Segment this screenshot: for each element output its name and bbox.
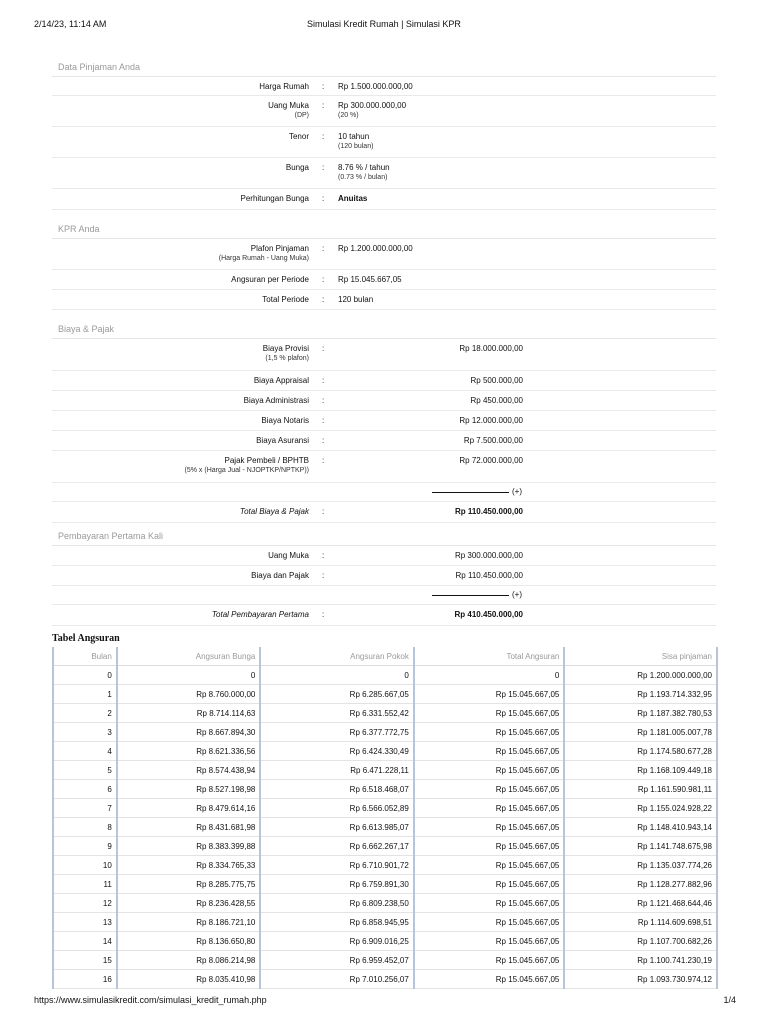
row-label: Harga Rumah [259, 82, 309, 91]
cell-angsuran-bunga: Rp 8.714.114,63 [117, 704, 261, 723]
section-title: Biaya & Pajak [52, 320, 716, 339]
col-header-bulan: Bulan [53, 647, 117, 666]
cell-bulan: 3 [53, 723, 117, 742]
label-sub: (DP) [294, 112, 309, 119]
cell-bulan: 0 [53, 666, 117, 685]
cell-sisa-pinjaman: Rp 1.193.714.332,95 [564, 685, 717, 704]
row-label: Biaya Administrasi [243, 396, 309, 405]
label-sub: (5% x (Harga Jual - NJOPTKP/NPTKP)) [184, 467, 309, 474]
cell-total-angsuran: Rp 15.045.667,05 [414, 685, 565, 704]
cell-bulan: 4 [53, 742, 117, 761]
col-header-angsuran-bunga: Angsuran Bunga [117, 647, 261, 666]
section-title: Data Pinjaman Anda [52, 58, 716, 77]
cell-sisa-pinjaman: Rp 1.148.410.943,14 [564, 818, 717, 837]
cell-angsuran-pokok: Rp 6.377.772,75 [260, 723, 413, 742]
cell-total-angsuran: Rp 15.045.667,05 [414, 799, 565, 818]
cell-angsuran-bunga: Rp 8.479.614,16 [117, 799, 261, 818]
plus-sign: (+) [512, 590, 522, 599]
cell-total-angsuran: Rp 15.045.667,05 [414, 894, 565, 913]
row-biaya-notaris [52, 411, 716, 431]
table-title: Tabel Angsuran [52, 633, 120, 644]
cell-total-angsuran: Rp 15.045.667,05 [414, 856, 565, 875]
cell-bulan: 1 [53, 685, 117, 704]
colon: : [322, 132, 325, 141]
row-value: Rp 500.000,00 [470, 376, 523, 385]
cell-sisa-pinjaman: Rp 1.135.037.774,26 [564, 856, 717, 875]
label-sub: (1,5 % plafon) [265, 355, 309, 362]
row-label: Biaya Asuransi [256, 436, 309, 445]
cell-angsuran-pokok: Rp 6.858.945,95 [260, 913, 413, 932]
label-sub: (Harga Rumah - Uang Muka) [218, 255, 309, 262]
row-label: Angsuran per Periode [231, 275, 309, 284]
cell-bulan: 6 [53, 780, 117, 799]
cell-angsuran-bunga: Rp 8.186.721,10 [117, 913, 261, 932]
row-total-pembayaran [52, 605, 716, 626]
row-value: Rp 12.000.000,00 [459, 416, 523, 425]
row-value: 120 bulan [338, 295, 374, 304]
cell-sisa-pinjaman: Rp 1.161.590.981,11 [564, 780, 717, 799]
value-sub: (0.73 % / bulan) [338, 174, 388, 181]
value-text: 10 tahun [338, 132, 370, 141]
cell-angsuran-pokok: Rp 6.759.891,30 [260, 875, 413, 894]
colon: : [322, 456, 325, 465]
row-value: Rp 18.000.000,00 [459, 344, 523, 353]
row-value: Rp 7.500.000,00 [463, 436, 523, 445]
sum-underline [432, 484, 509, 493]
cell-total-angsuran: Rp 15.045.667,05 [414, 951, 565, 970]
cell-bulan: 13 [53, 913, 117, 932]
colon: : [322, 610, 325, 619]
row-label: Biaya Appraisal [253, 376, 309, 385]
angsuran-table [52, 647, 718, 989]
page-title: Simulasi Kredit Rumah | Simulasi KPR [307, 19, 461, 29]
row-biaya-administrasi [52, 391, 716, 411]
total-label: Total Biaya & Pajak [239, 507, 309, 516]
cell-sisa-pinjaman: Rp 1.141.748.675,98 [564, 837, 717, 856]
table-body [53, 666, 717, 989]
plus-sign: (+) [512, 487, 522, 496]
table-row [53, 951, 717, 970]
section-title: Pembayaran Pertama Kali [52, 527, 716, 546]
cell-total-angsuran: Rp 15.045.667,05 [414, 970, 565, 989]
cell-angsuran-bunga: Rp 8.236.428,55 [117, 894, 261, 913]
cell-angsuran-pokok: Rp 6.662.267,17 [260, 837, 413, 856]
cell-bulan: 12 [53, 894, 117, 913]
row-total-periode [52, 290, 716, 310]
sum-underline [432, 587, 509, 596]
cell-total-angsuran: Rp 15.045.667,05 [414, 780, 565, 799]
row-value: Rp 450.000,00 [470, 396, 523, 405]
cell-angsuran-pokok: Rp 6.285.667,05 [260, 685, 413, 704]
colon: : [322, 194, 325, 203]
table-row [53, 970, 717, 989]
col-header-angsuran-pokok: Angsuran Pokok [260, 647, 413, 666]
cell-bulan: 10 [53, 856, 117, 875]
table-row [53, 932, 717, 951]
label-text: Biaya Provisi [262, 344, 309, 353]
cell-angsuran-bunga: Rp 8.527.198,98 [117, 780, 261, 799]
cell-total-angsuran: Rp 15.045.667,05 [414, 932, 565, 951]
col-header-sisa-pinjaman: Sisa pinjaman [564, 647, 717, 666]
row-value [338, 132, 373, 152]
data-pinjaman-section [52, 58, 716, 210]
row-uang-muka-bayar [52, 546, 716, 566]
colon: : [322, 416, 325, 425]
row-value [338, 163, 390, 183]
cell-bulan: 11 [53, 875, 117, 894]
cell-bulan: 9 [53, 837, 117, 856]
kpr-section [52, 220, 716, 310]
cell-bulan: 15 [53, 951, 117, 970]
row-perhitungan-bunga [52, 189, 716, 210]
row-value: Rp 1.500.000.000,00 [338, 82, 413, 91]
cell-angsuran-pokok: Rp 6.809.238,50 [260, 894, 413, 913]
row-plafon [52, 239, 716, 270]
row-sum-line [52, 483, 716, 502]
colon: : [322, 275, 325, 284]
cell-bulan: 5 [53, 761, 117, 780]
cell-sisa-pinjaman: Rp 1.093.730.974,12 [564, 970, 717, 989]
row-biaya-asuransi [52, 431, 716, 451]
table-row [53, 799, 717, 818]
cell-sisa-pinjaman: Rp 1.187.382.780,53 [564, 704, 717, 723]
print-datetime: 2/14/23, 11:14 AM [34, 19, 107, 29]
col-header-total-angsuran: Total Angsuran [414, 647, 565, 666]
cell-total-angsuran: Rp 15.045.667,05 [414, 875, 565, 894]
cell-bulan: 7 [53, 799, 117, 818]
cell-angsuran-pokok: Rp 6.331.552,42 [260, 704, 413, 723]
cell-bulan: 2 [53, 704, 117, 723]
colon: : [322, 571, 325, 580]
footer-page-number: 1/4 [723, 995, 736, 1005]
cell-angsuran-bunga: Rp 8.086.214,98 [117, 951, 261, 970]
cell-bulan: 16 [53, 970, 117, 989]
row-label: Biaya dan Pajak [251, 571, 309, 580]
cell-sisa-pinjaman: Rp 1.128.277.882,96 [564, 875, 717, 894]
table-row [53, 761, 717, 780]
row-value: Rp 110.450.000,00 [455, 571, 523, 580]
cell-angsuran-pokok: Rp 6.424.330,49 [260, 742, 413, 761]
row-sum-line [52, 586, 716, 605]
cell-total-angsuran: 0 [414, 666, 565, 685]
row-label: Perhitungan Bunga [240, 194, 309, 203]
row-value: Anuitas [338, 194, 368, 203]
row-harga-rumah [52, 77, 716, 96]
cell-angsuran-pokok: Rp 6.909.016,25 [260, 932, 413, 951]
colon: : [322, 376, 325, 385]
cell-angsuran-bunga: Rp 8.760.000,00 [117, 685, 261, 704]
cell-total-angsuran: Rp 15.045.667,05 [414, 723, 565, 742]
row-label: Tenor [288, 132, 309, 141]
cell-angsuran-bunga: Rp 8.621.336,56 [117, 742, 261, 761]
colon: : [322, 396, 325, 405]
cell-angsuran-bunga: Rp 8.285.775,75 [117, 875, 261, 894]
value-text: Rp 300.000.000,00 [338, 101, 407, 110]
colon: : [322, 344, 325, 353]
row-value [338, 101, 406, 121]
cell-angsuran-bunga: Rp 8.035.410,98 [117, 970, 261, 989]
table-row [53, 818, 717, 837]
cell-angsuran-bunga: Rp 8.431.681,98 [117, 818, 261, 837]
row-tenor [52, 127, 716, 158]
row-value: Rp 72.000.000,00 [459, 456, 523, 465]
cell-angsuran-bunga: Rp 8.383.399,88 [117, 837, 261, 856]
row-pajak-pembeli [52, 451, 716, 483]
table-row [53, 685, 717, 704]
colon: : [322, 244, 325, 253]
cell-total-angsuran: Rp 15.045.667,05 [414, 913, 565, 932]
row-label [52, 244, 309, 264]
cell-total-angsuran: Rp 15.045.667,05 [414, 704, 565, 723]
table-row [53, 723, 717, 742]
cell-total-angsuran: Rp 15.045.667,05 [414, 837, 565, 856]
cell-angsuran-pokok: Rp 6.518.468,07 [260, 780, 413, 799]
table-row [53, 704, 717, 723]
total-value: Rp 410.450.000,00 [454, 610, 523, 619]
row-label [52, 101, 309, 121]
label-text: Pajak Pembeli / BPHTB [224, 456, 309, 465]
row-label [52, 456, 309, 476]
cell-sisa-pinjaman: Rp 1.181.005.007,78 [564, 723, 717, 742]
label-text: Plafon Pinjaman [250, 244, 309, 253]
cell-total-angsuran: Rp 15.045.667,05 [414, 761, 565, 780]
cell-sisa-pinjaman: Rp 1.200.000.000,00 [564, 666, 717, 685]
cell-angsuran-bunga: Rp 8.667.894,30 [117, 723, 261, 742]
colon: : [322, 436, 325, 445]
row-bunga [52, 158, 716, 189]
colon: : [322, 295, 325, 304]
cell-angsuran-bunga: Rp 8.136.650,80 [117, 932, 261, 951]
row-biaya-appraisal [52, 371, 716, 391]
cell-angsuran-pokok: 0 [260, 666, 413, 685]
row-value: Rp 300.000.000,00 [454, 551, 523, 560]
table-row [53, 875, 717, 894]
row-label: Biaya Notaris [261, 416, 309, 425]
cell-sisa-pinjaman: Rp 1.168.109.449,18 [564, 761, 717, 780]
cell-angsuran-bunga: Rp 8.574.438,94 [117, 761, 261, 780]
cell-total-angsuran: Rp 15.045.667,05 [414, 742, 565, 761]
table-row [53, 837, 717, 856]
cell-bulan: 14 [53, 932, 117, 951]
total-label: Total Pembayaran Pertama [211, 610, 309, 619]
row-label: Uang Muka [268, 551, 309, 560]
cell-angsuran-pokok: Rp 6.613.985,07 [260, 818, 413, 837]
colon: : [322, 101, 325, 110]
row-biaya-provisi [52, 339, 716, 371]
table-row [53, 666, 717, 685]
footer-url: https://www.simulasikredit.com/simulasi_kredit_rumah.php [34, 995, 267, 1005]
cell-sisa-pinjaman: Rp 1.114.609.698,51 [564, 913, 717, 932]
row-value: Rp 15.045.667,05 [338, 275, 402, 284]
cell-angsuran-bunga: Rp 8.334.765,33 [117, 856, 261, 875]
cell-angsuran-pokok: Rp 6.471.228,11 [260, 761, 413, 780]
value-sub: (20 %) [338, 112, 359, 119]
pembayaran-section [52, 527, 716, 626]
cell-sisa-pinjaman: Rp 1.107.700.682,26 [564, 932, 717, 951]
cell-sisa-pinjaman: Rp 1.155.024.928,22 [564, 799, 717, 818]
row-total-biaya [52, 502, 716, 523]
cell-angsuran-pokok: Rp 6.959.452,07 [260, 951, 413, 970]
label-text: Uang Muka [268, 101, 309, 110]
cell-angsuran-pokok: Rp 6.566.052,89 [260, 799, 413, 818]
cell-sisa-pinjaman: Rp 1.121.468.644,46 [564, 894, 717, 913]
colon: : [322, 82, 325, 91]
cell-angsuran-pokok: Rp 7.010.256,07 [260, 970, 413, 989]
row-uang-muka [52, 96, 716, 127]
biaya-section [52, 320, 716, 523]
table-row [53, 856, 717, 875]
row-label: Total Periode [262, 295, 309, 304]
cell-angsuran-pokok: Rp 6.710.901,72 [260, 856, 413, 875]
colon: : [322, 507, 325, 516]
colon: : [322, 163, 325, 172]
section-title: KPR Anda [52, 220, 716, 239]
table-row [53, 913, 717, 932]
cell-sisa-pinjaman: Rp 1.100.741.230,19 [564, 951, 717, 970]
cell-sisa-pinjaman: Rp 1.174.580.677,28 [564, 742, 717, 761]
table-row [53, 780, 717, 799]
total-value: Rp 110.450.000,00 [454, 507, 523, 516]
value-text: 8.76 % / tahun [338, 163, 390, 172]
table-header-row [53, 647, 717, 666]
cell-total-angsuran: Rp 15.045.667,05 [414, 818, 565, 837]
cell-angsuran-bunga: 0 [117, 666, 261, 685]
colon: : [322, 551, 325, 560]
row-value: Rp 1.200.000.000,00 [338, 244, 413, 253]
row-label: Bunga [285, 163, 309, 172]
row-label [52, 344, 309, 364]
value-sub: (120 bulan) [338, 143, 374, 150]
table-row [53, 742, 717, 761]
row-biaya-pajak [52, 566, 716, 586]
table-row [53, 894, 717, 913]
row-angsuran [52, 270, 716, 290]
cell-bulan: 8 [53, 818, 117, 837]
